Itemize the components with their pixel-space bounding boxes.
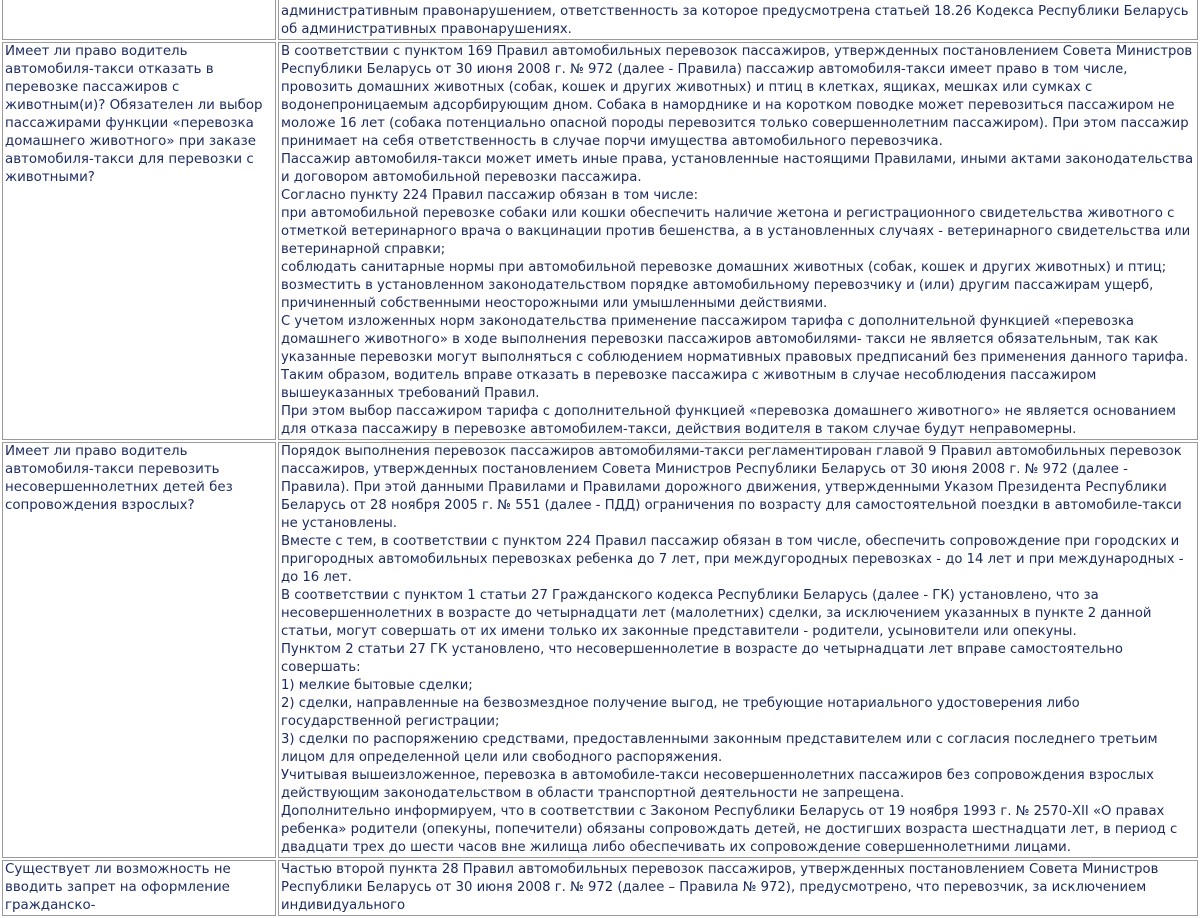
answer-paragraph: Пассажир автомобиля-такси может иметь иные права, установленные настоящими Правилами, иными актами законодательства и договором автомобильной перевозки пассажира. [281,152,1194,185]
answer-paragraph: Частью второй пункта 28 Правил автомобильных перевозок пассажиров, утвержденных постановлением Совета Министров Республики Беларусь от 30 июня 2008 г. № 972 (далее – Правила № 972), предусмотрено, что перевозчик, за исключением индивидуального [281,862,1159,913]
question-cell: Имеет ли право водитель автомобиля-такси отказать в перевозке пассажиров с животным(и)? Обязателен ли выбор пассажирами функции «перевозка домашнего животного» при заказе автомобиля-такси для перевозки с животными? [2,42,276,440]
answer-paragraph: Пунктом 2 статьи 27 ГК установлено, что несовершеннолетие в возрасте до четырнадцати лет вправе самостоятельно совершать: [281,642,1124,675]
answer-paragraph: В соответствии с пунктом 1 статьи 27 Гражданского кодекса Республики Беларусь (далее - ГК) установлено, что за несовершеннолетних в возрасте до четырнадцати лет (малолетних) сделки, за исключением указанных в пункте 2 данной статьи, могут совершать от их имени только их законные представители - родители, усыновители или опекуны. [281,588,1152,639]
answer-paragraph: 1) мелкие бытовые сделки; [281,678,473,693]
answer-paragraph: При этом выбор пассажиром тарифа с дополнительной функцией «перевозка домашнего животного» не является основанием для отказа пассажиру в перевозке автомобилем-такси, действия водителя в таком случае будут неправомерны. [281,404,1176,437]
question-cell: Существует ли возможность не вводить запрет на оформление гражданско- [2,860,276,916]
answer-paragraph: 2) сделки, направленные на безвозмездное получение выгод, не требующие нотариального удостоверения либо государственной регистрации; [281,696,1080,729]
answer-paragraph: Вместе с тем, в соответствии с пунктом 224 Правил пассажир обязан в том числе, обеспечить сопровождение при городских и пригородных автомобильных перевозках ребенка до 7 лет, при междугородных перевозках - до 14 лет и при международных - до 16 лет. [281,534,1184,585]
question-cell: Имеет ли право водитель автомобиля-такси перевозить несовершеннолетних детей без сопровождения взрослых? [2,442,276,858]
answer-cell [278,860,1198,916]
answer-paragraph: при автомобильной перевозке собаки или кошки обеспечить наличие жетона и регистрационного свидетельства животного с отметкой ветеринарного врача о вакцинации против бешенства, а в установленных случаях - ветеринарного свидетельства или ветеринарной справки; [281,206,1191,257]
answer-paragraph: Учитывая вышеизложенное, перевозка в автомобиле-такси несовершеннолетних пассажиров без сопровождения взрослых действующим законодательством в области транспортной деятельности не запрещена. [281,768,1154,801]
answer-paragraph: В соответствии с пунктом 169 Правил автомобильных перевозок пассажиров, утвержденных постановлением Совета Министров Республики Беларусь от 30 июня 2008 г. № 972 (далее - Правила) пассажир автомобиля-такси имеет право в том числе, провозить домашних животных (собак, кошек и других животных) и птиц в клетках, ящиках, мешках или сумках с водонепроницаемым адсорбирующим дном. Собака в намордникe и на коротком поводке может перевозиться пассажиром не моложе 16 лет (собака потенциально опасной породы перевозится только совершеннолетним пассажиром). При этом пассажир принимает на себя ответственность в случае порчи имущества автомобильного перевозчика. [281,44,1193,149]
table-row [2,42,1198,440]
answer-cell [278,0,1198,40]
answer-paragraph: Порядок выполнения перевозок пассажиров автомобилями-такси регламентирован главой 9 Правил автомобильных перевозок пассажиров, утвержденных постановлением Совета Министров Республики Беларусь от 30 июня 2008 г. № 972 (далее - Правила). При этой данными Правилами и Правилами дорожного движения, утвержденными Указом Президента Республики Беларусь от 28 ноября 2005 г. № 551 (далее - ПДД) ограничения по возрасту для самостоятельной поездки в автомобиле-такси не установлены. [281,444,1182,531]
answer-paragraph: 3) сделки по распоряжению средствами, предоставленными законным представителем или с согласия последнего третьим лицом для определенной цели или свободного распоряжения. [281,732,1158,765]
answer-cell [278,42,1198,440]
answer-paragraph: административным правонарушением, ответственность за которое предусмотрена статьей 18.26 Кодекса Республики Беларусь об административных правонарушениях. [281,4,1189,37]
answer-paragraph: возместить в установленном законодательством порядке автомобильному перевозчику и (или) другим пассажирам ущерб, причиненный собственными неосторожными или умышленными действиями. [281,278,1154,311]
table-row [2,860,1198,916]
question-cell [2,0,276,40]
answer-paragraph: соблюдать санитарные нормы при автомобильной перевозке домашних животных (собак, кошек и других животных) и птиц; [281,260,1167,275]
table-row [2,0,1198,40]
faq-table-body [2,0,1198,916]
table-row [2,442,1198,858]
answer-paragraph: Дополнительно информируем, что в соответствии с Законом Республики Беларусь от 19 ноября 1993 г. № 2570-XII «О правах ребенка» родители (опекуны, попечители) обязаны сопровождать детей, не достигших возраста шестнадцати лет, в период с двадцати трех до шести часов вне жилища либо обеспечивать их сопровождение совершеннолетними лицами. [281,804,1178,855]
answer-paragraph: С учетом изложенных норм законодательства применение пассажиром тарифа с дополнительной функцией «перевозка домашнего животного» в ходе выполнения перевозки пассажиров автомобилями- такси не является обязательным, так как указанные перевозки могут выполняться с соблюдением нормативных правовых предписаний без применения данного тарифа. Таким образом, водитель вправе отказать в перевозке пассажира с животным в случае несоблюдения пассажиром вышеуказанных требований Правил. [281,314,1189,401]
answer-paragraph: Согласно пункту 224 Правил пассажир обязан в том числе: [281,188,699,203]
answer-cell [278,442,1198,858]
